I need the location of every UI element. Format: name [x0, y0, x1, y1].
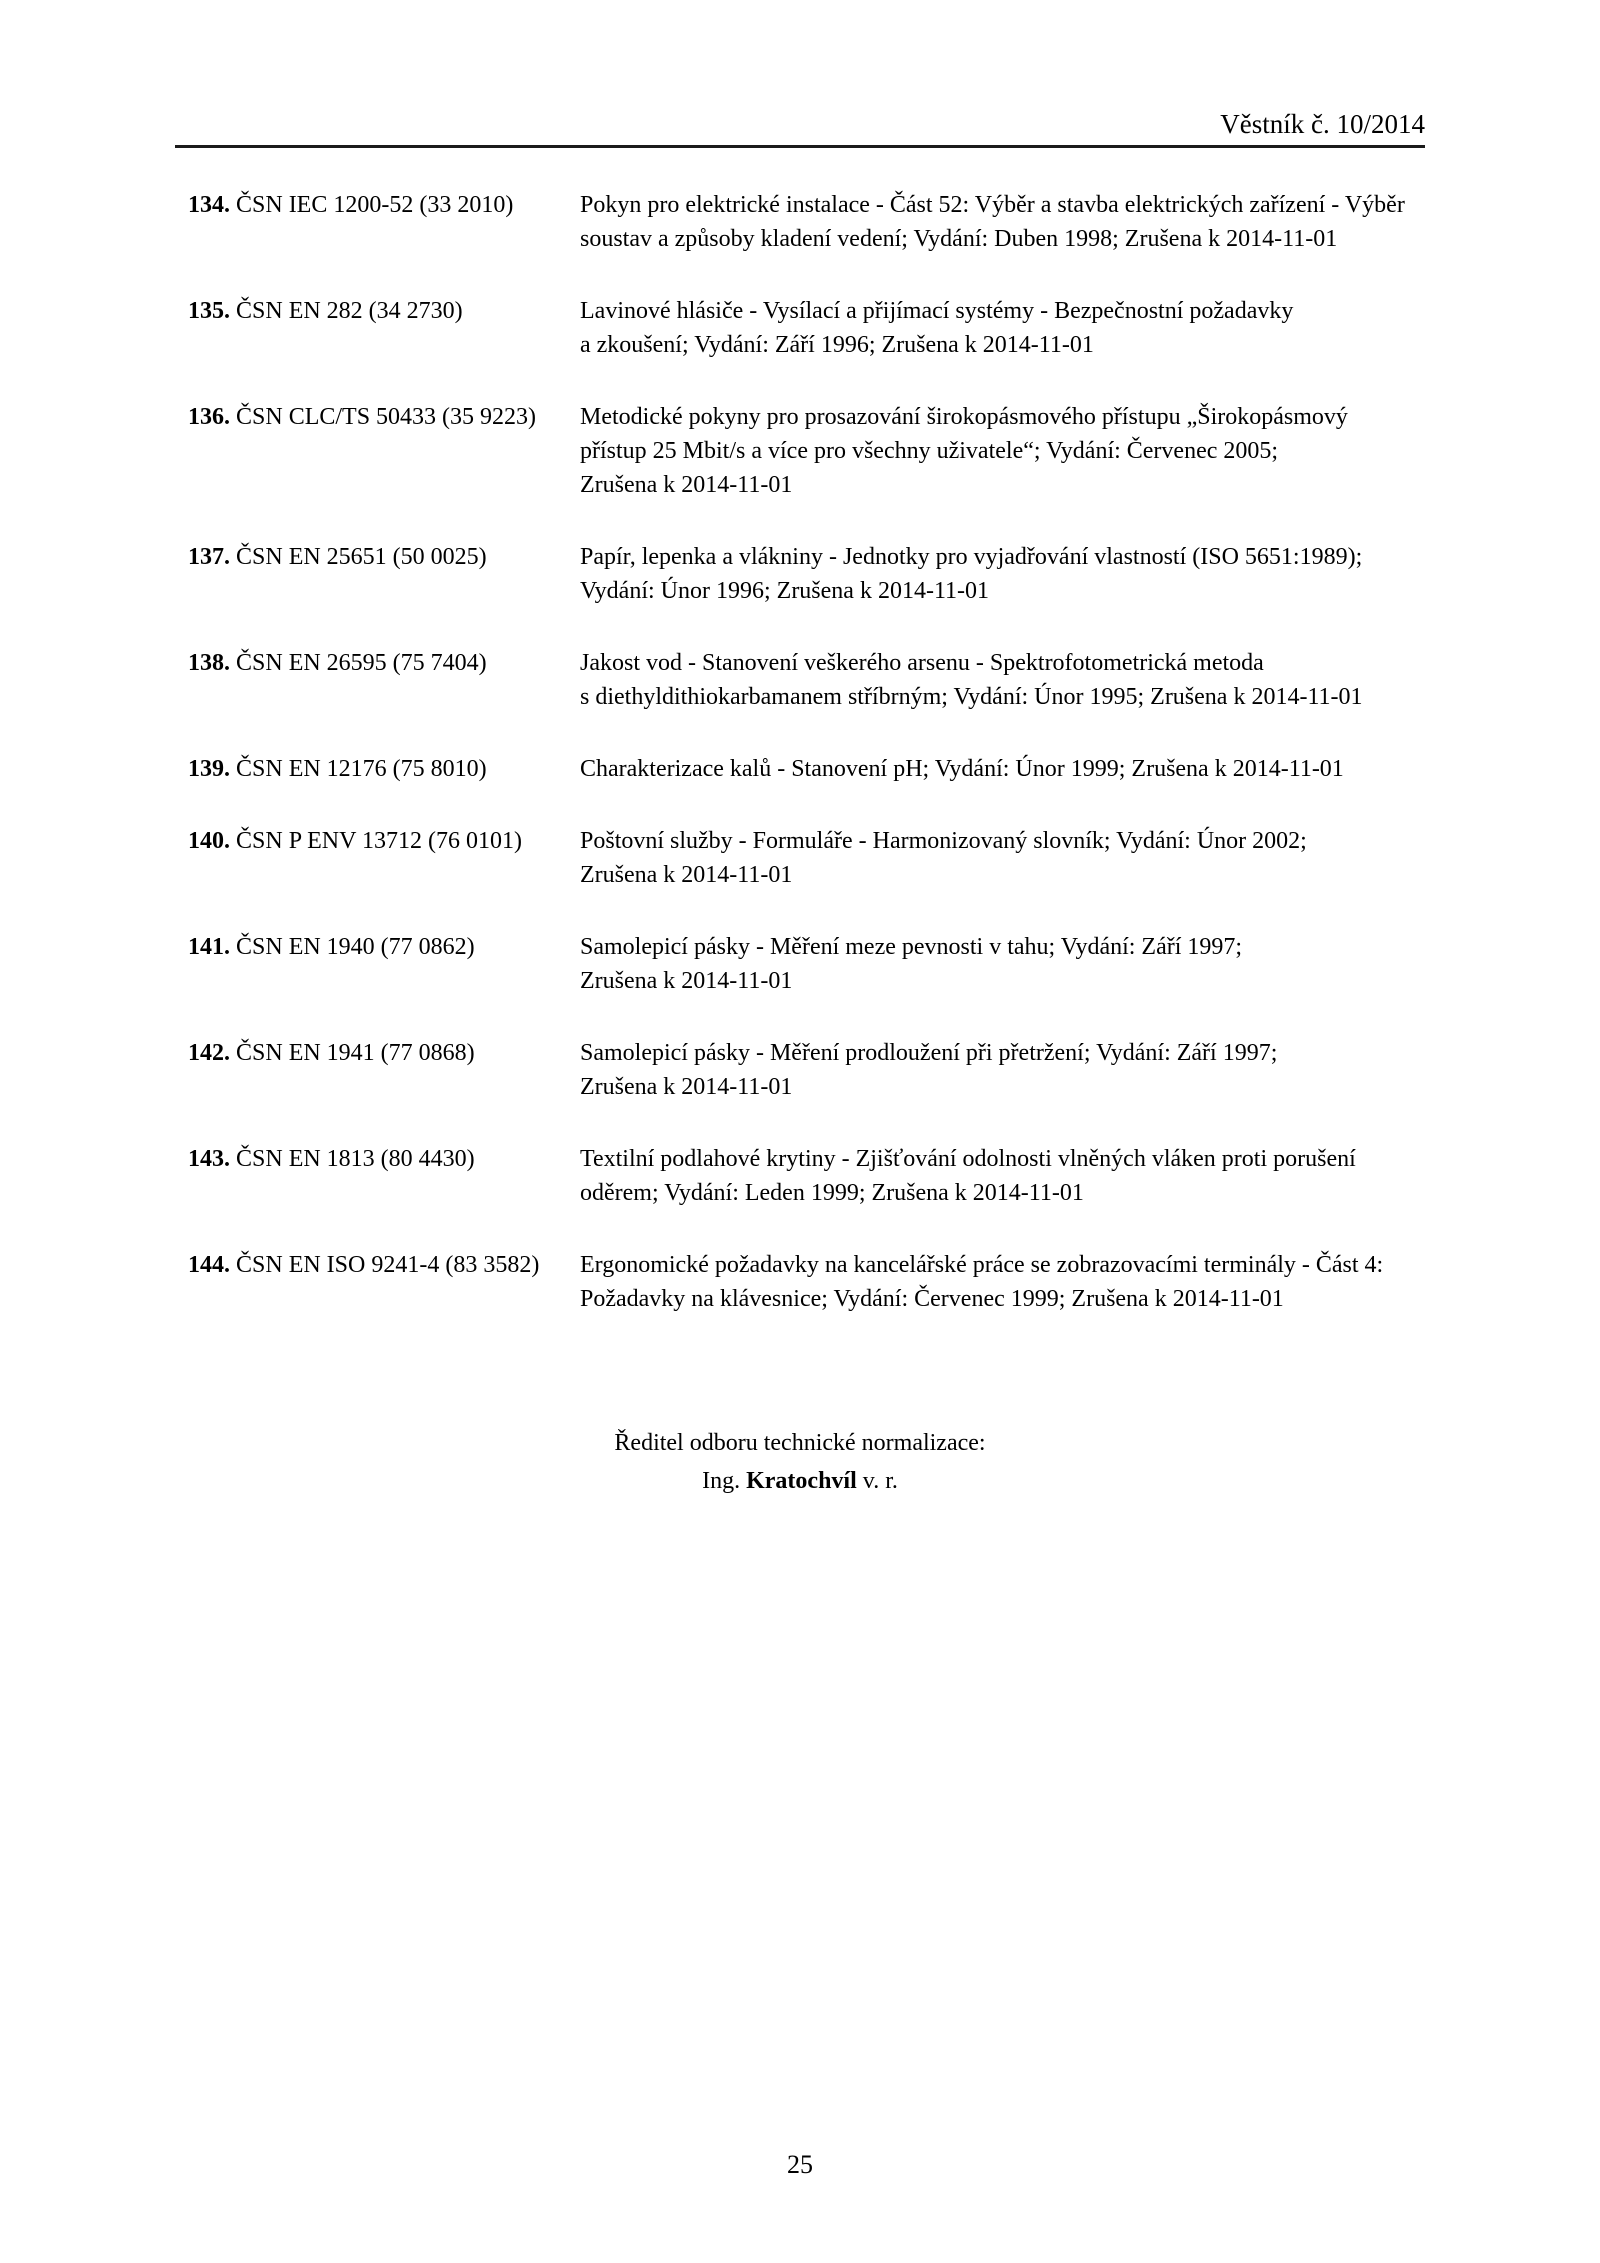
- entry-description: [580, 824, 1440, 892]
- description-line: Poštovní služby - Formuláře - Harmonizovaný slovník; Vydání: Únor 2002;: [580, 828, 1307, 854]
- entry-designation: ČSN EN 12176 (75 8010): [230, 756, 487, 782]
- entry-description: [580, 930, 1440, 998]
- entry-description: [580, 1142, 1440, 1210]
- description-line: Vydání: Únor 1996; Zrušena k 2014-11-01: [580, 578, 990, 604]
- standards-list: [188, 188, 1440, 1354]
- entry-designation-cell: [188, 930, 580, 998]
- standard-entry: [188, 294, 1440, 362]
- description-line: soustav a způsoby kladení vedení; Vydání: Duben 1998; Zrušena k 2014-11-01: [580, 226, 1338, 252]
- entry-number: 137.: [188, 544, 230, 570]
- standard-entry: [188, 824, 1440, 892]
- entry-description: [580, 188, 1440, 256]
- standard-entry: [188, 400, 1440, 502]
- header-title: Věstník č. 10/2014: [1220, 109, 1425, 139]
- entry-designation: ČSN P ENV 13712 (76 0101): [230, 828, 523, 854]
- entry-number: 142.: [188, 1040, 230, 1066]
- entry-designation: ČSN EN 1940 (77 0862): [230, 934, 475, 960]
- entry-designation-cell: [188, 400, 580, 502]
- entry-description: [580, 1248, 1440, 1316]
- entry-description: [580, 540, 1440, 608]
- signature-title: Ředitel odboru technické normalizace:: [614, 1430, 986, 1456]
- description-line: oděrem; Vydání: Leden 1999; Zrušena k 2014-11-01: [580, 1180, 1084, 1206]
- entry-number: 140.: [188, 828, 230, 854]
- entry-number: 141.: [188, 934, 230, 960]
- entry-description: [580, 752, 1440, 786]
- entry-designation: ČSN EN 1813 (80 4430): [230, 1146, 475, 1172]
- signature-prefix: Ing.: [702, 1468, 747, 1494]
- standard-entry: [188, 752, 1440, 786]
- entry-designation: ČSN EN 1941 (77 0868): [230, 1040, 475, 1066]
- entry-designation-cell: [188, 294, 580, 362]
- description-line: Zrušena k 2014-11-01: [580, 968, 793, 994]
- header-divider-rule: [175, 145, 1425, 148]
- entry-designation: ČSN EN 282 (34 2730): [230, 298, 463, 324]
- description-line: Metodické pokyny pro prosazování širokopásmového přístupu „Širokopásmový: [580, 404, 1348, 430]
- description-line: přístup 25 Mbit/s a více pro všechny uživatele“; Vydání: Červenec 2005;: [580, 438, 1279, 464]
- description-line: Zrušena k 2014-11-01: [580, 472, 793, 498]
- standard-entry: [188, 540, 1440, 608]
- entry-designation-cell: [188, 1248, 580, 1316]
- entry-number: 136.: [188, 404, 230, 430]
- entry-number: 138.: [188, 650, 230, 676]
- entry-description: [580, 400, 1440, 502]
- description-line: Zrušena k 2014-11-01: [580, 862, 793, 888]
- description-line: Samolepicí pásky - Měření prodloužení při přetržení; Vydání: Září 1997;: [580, 1040, 1278, 1066]
- signature-line: [0, 1462, 1600, 1500]
- entry-designation: ČSN IEC 1200-52 (33 2010): [230, 192, 514, 218]
- entry-number: 134.: [188, 192, 230, 218]
- entry-description: [580, 294, 1440, 362]
- entry-description: [580, 1036, 1440, 1104]
- signature-name: Kratochvíl: [746, 1468, 857, 1494]
- entry-designation: ČSN CLC/TS 50433 (35 9223): [230, 404, 537, 430]
- description-line: Textilní podlahové krytiny - Zjišťování odolnosti vlněných vláken proti porušení: [580, 1146, 1356, 1172]
- page-number: 25: [787, 2150, 813, 2179]
- description-line: Zrušena k 2014-11-01: [580, 1074, 793, 1100]
- signature-block: [0, 1424, 1600, 1500]
- entry-designation-cell: [188, 824, 580, 892]
- entry-number: 144.: [188, 1252, 230, 1278]
- entry-number: 135.: [188, 298, 230, 324]
- entry-number: 143.: [188, 1146, 230, 1172]
- description-line: Pokyn pro elektrické instalace - Část 52: Výběr a stavba elektrických zařízení - Výběr: [580, 192, 1405, 218]
- description-line: Lavinové hlásiče - Vysílací a přijímací systémy - Bezpečnostní požadavky: [580, 298, 1294, 324]
- description-line: Požadavky na klávesnice; Vydání: Červenec 1999; Zrušena k 2014-11-01: [580, 1286, 1284, 1312]
- description-line: Samolepicí pásky - Měření meze pevnosti v tahu; Vydání: Září 1997;: [580, 934, 1243, 960]
- standard-entry: [188, 1036, 1440, 1104]
- description-line: Ergonomické požadavky na kancelářské práce se zobrazovacími terminály - Část 4:: [580, 1252, 1384, 1278]
- entry-designation-cell: [188, 540, 580, 608]
- entry-number: 139.: [188, 756, 230, 782]
- standard-entry: [188, 646, 1440, 714]
- description-line: Charakterizace kalů - Stanovení pH; Vydání: Únor 1999; Zrušena k 2014-11-01: [580, 756, 1344, 782]
- entry-designation: ČSN EN 26595 (75 7404): [230, 650, 487, 676]
- signature-suffix: v. r.: [856, 1468, 898, 1494]
- standard-entry: [188, 1142, 1440, 1210]
- standard-entry: [188, 188, 1440, 256]
- entry-designation-cell: [188, 646, 580, 714]
- entry-designation-cell: [188, 1142, 580, 1210]
- description-line: Papír, lepenka a vlákniny - Jednotky pro vyjadřování vlastností (ISO 5651:1989);: [580, 544, 1363, 570]
- entry-designation: ČSN EN ISO 9241-4 (83 3582): [230, 1252, 540, 1278]
- entry-designation-cell: [188, 752, 580, 786]
- entry-description: [580, 646, 1440, 714]
- standard-entry: [188, 1248, 1440, 1316]
- entry-designation: ČSN EN 25651 (50 0025): [230, 544, 487, 570]
- entry-designation-cell: [188, 1036, 580, 1104]
- standard-entry: [188, 930, 1440, 998]
- description-line: s diethyldithiokarbamanem stříbrným; Vydání: Únor 1995; Zrušena k 2014-11-01: [580, 684, 1363, 710]
- entry-designation-cell: [188, 188, 580, 256]
- description-line: Jakost vod - Stanovení veškerého arsenu - Spektrofotometrická metoda: [580, 650, 1264, 676]
- description-line: a zkoušení; Vydání: Září 1996; Zrušena k 2014-11-01: [580, 332, 1094, 358]
